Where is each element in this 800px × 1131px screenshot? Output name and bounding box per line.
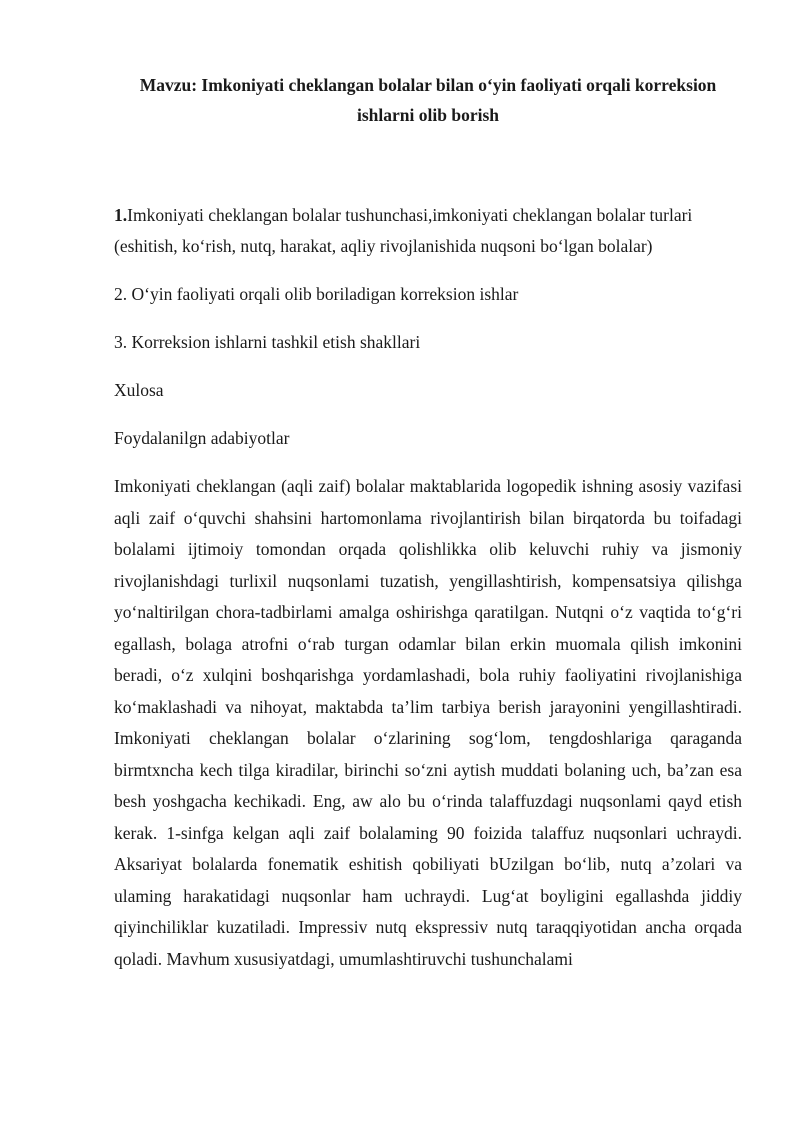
- outline-item-1: [114, 200, 742, 262]
- outline-item-3: 3. Korreksion ishlarni tashkil etish shakllari: [114, 332, 421, 352]
- outline-item-1-number: 1.: [114, 205, 128, 225]
- outline-list: [114, 200, 742, 454]
- outline-item-conclusion: Xulosa: [114, 380, 164, 400]
- document-title: Mavzu: Imkoniyati cheklangan bolalar bilan o‘yin faoliyati orqali korreksion ishlarni olib borish: [139, 75, 717, 125]
- outline-item-2: 2. O‘yin faoliyati orqali olib boriladigan korreksion ishlar: [114, 284, 519, 304]
- body-paragraph: Imkoniyati cheklangan (aqli zaif) bolalar maktablarida logopedik ishning asosiy vazifasi aqli zaif o‘quvchi shahsini hartomonlama rivojlantirish bilan birqatorda bu toifadagi bolalami ijtimoiy tomondan orqada qolishlikka olib keluvchi ruhiy va jismoniy rivojlanishdagi turlixil nuqsonlami tuzatish, yengillashtirish, kompensatsiya qilishga yo‘naltirilgan chora-tadbirlami amalga oshirishga qaratilgan. Nutqni o‘z vaqtida to‘g‘ri egallash, bolaga atrofni o‘rab turgan odamlar bilan erkin muomala qilish imkonini beradi, o‘z xulqini boshqarishga yordamlashadi, bola ruhiy faoliyatini rivojlanishiga ko‘maklashadi va nihoyat, maktabda ta’lim tarbiya berish jarayonini yengillashtiradi. Imkoniyati cheklangan bolalar o‘zlarining sog‘lom, tengdoshlariga qaraganda birmtxncha kech tilga kiradilar, birinchi so‘zni aytish muddati bolaning uch, ba’zan esa besh yoshgacha kechikadi. Eng, aw alo bu o‘rinda talaffuzdagi nuqsonlami qayd etish kerak. 1-sinfga kelgan aqli zaif bolalaming 90 foizida talaffuz nuqsonlari uchraydi. Aksariyat bolalarda fonematik eshitish qobiliyati bUzilgan bo‘lib, nutq a’zolari va ulaming harakatidagi nuqsonlar ham uchraydi. Lug‘at boyligini egallashda jiddiy qiyinchiliklar kuzatiladi. Impressiv nutq ekspressiv nutq taraqqiyotidan ancha orqada qoladi. Mavhum xususiyatdagi, umumlashtiruvchi tushunchalami: [114, 476, 742, 969]
- outline-item-1-text: Imkoniyati cheklangan bolalar tushunchasi,imkoniyati cheklangan bolalar turlari (eshitish, ko‘rish, nutq, harakat, aqliy rivojlanishida nuqsoni bo‘lgan bolalar): [114, 205, 693, 256]
- outline-item-references: Foydalanilgn adabiyotlar: [114, 428, 290, 448]
